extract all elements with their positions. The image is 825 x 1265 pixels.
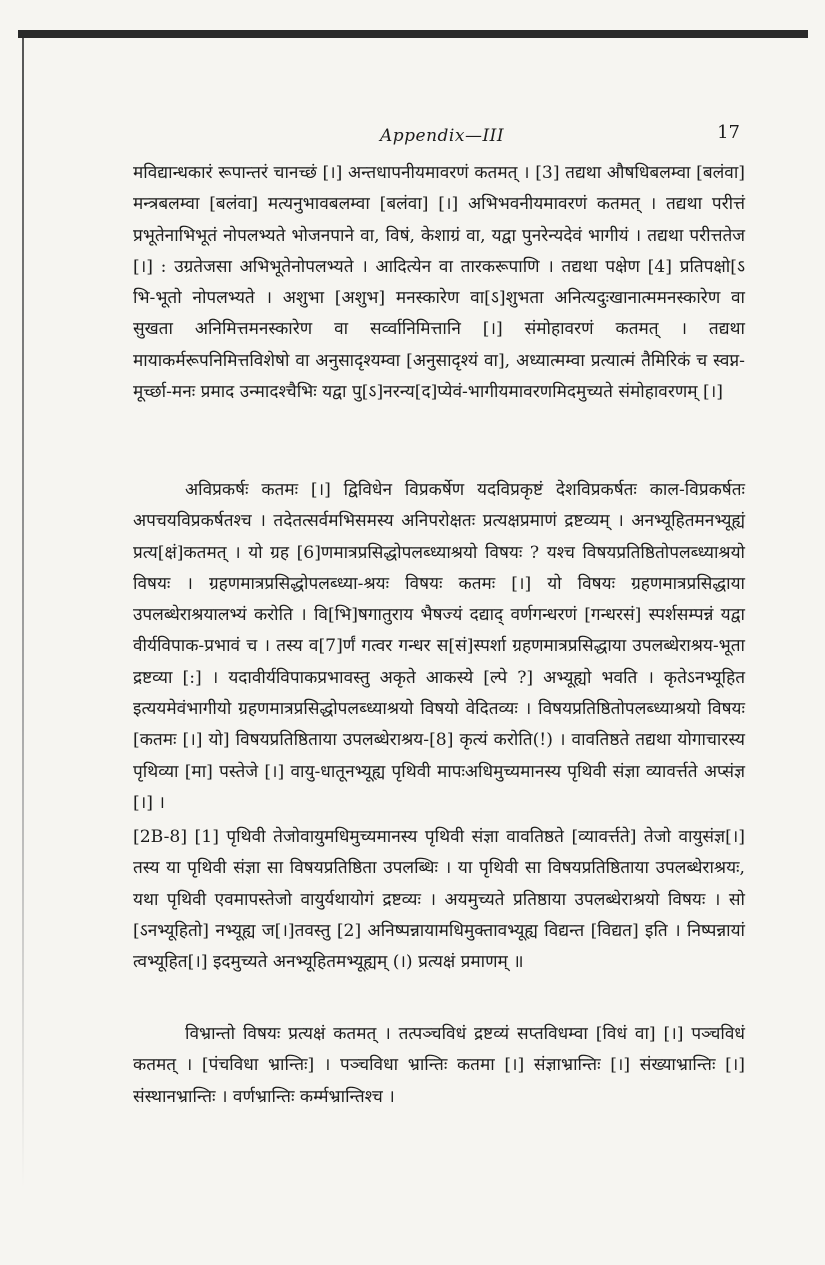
paragraph-2: [133, 475, 745, 819]
paragraph-text: अविप्रकर्षः कतमः [।] द्विविधेन विप्रकर्षेण यदविप्रकृष्टं देशविप्रकर्षतः काल-विप्रकर्षतः अपचयविप्रकर्षतश्च । तदेतत्सर्वमभिसमस्य अनिपरोक्षतः प्रत्यक्षप्रमाणं द्रष्टव्यम् । अनभ्यूहितमनभ्यूह्यं प्रत्य[क्षं]कतमत् । यो ग्रह [6]णमात्रप्रसिद्धोपलब्ध्याश्रयो विषयः ? यश्च विषयप्रतिष्ठितोपलब्ध्याश्रयो विषयः । ग्रहणमात्रप्रसिद्धोपलब्ध्या-श्रयः विषयः कतमः [।] यो विषयः ग्रहणमात्रप्रसिद्धाया उपलब्धेराश्रयालभ्यं करोति । वि[भि]षगातुराय भैषज्यं दद्याद् वर्णगन्धरणं [गन्धरसं] स्पर्शसम्पन्नं यद्वा वीर्यविपाक-प्रभावं च । तस्य व[7]र्णं गत्वर गन्धर स[सं]स्पर्शा ग्रहणमात्रप्रसिद्धाया उपलब्धेराश्रय-भूता द्रष्टव्या [:] । यदावीर्यविपाकप्रभावस्तु अकृते आकस्ये [ल्पे ?] अभ्यूह्यो भवति । कृतेऽनभ्यूहित इत्ययमेवंभागीयो ग्रहणमात्रप्रसिद्धोपलब्ध्याश्रयो विषयो वेदितव्यः । विषयप्रतिष्ठितोपलब्ध्याश्रयो विषयः [कतमः [।] यो] विषयप्रतिष्ठिताया उपलब्धेराश्रय-[8] कृत्यं करोति(!) । वावतिष्ठते तद्यथा योगाचारस्य पृथिव्या [मा] पस्तेजे [।] वायु-धातूनभ्यूह्य पृथिवी मापःअधिमुच्यमानस्य पृथिवी संज्ञा व्यावर्त्तते अप्संज्ञ [।] ।: [133, 480, 745, 813]
paragraph-4: [133, 1019, 745, 1113]
paragraph-text: मविद्यान्धकारं रूपान्तरं चानच्छं [।] अन्तधापनीयमावरणं कतमत् । [3] तद्यथा औषधिबलम्वा [बलंवा] मन्त्रबलम्वा [बलंवा] मत्यनुभावबलम्वा [बलंवा] [।] अभिभवनीयमावरणं कतमत् । तद्यथा परीत्तं प्रभूतेनाभिभूतं नोपलभ्यते भोजनपाने वा, विषं, केशाग्रं वा, यद्वा पुनरेन्यदेवं भागीयं । तद्यथा परीत्ततेज [।] : उग्रतेजसा अभिभूतेनोपलभ्यते । आदित्येन वा तारकरूपाणि । तद्यथा पक्षेण [4] प्रतिपक्षो[ऽ भि-भूतो नोपलभ्यते । अशुभा [अशुभ] मनस्कारेण वा[ऽ]शुभता अनित्यदुःखानात्ममनस्कारेण वा सुखता अनिमित्तमनस्कारेण वा सर्व्वानिमित्तानि [।] संमोहावरणं कतमत् । तद्यथा मायाकर्मरूपनिमित्तविशेषो वा अनुसादृश्यम्वा [अनुसादृश्यं वा], अध्यात्मम्वा प्रत्यात्मं तैमिरिकं च स्वप्न-मूर्च्छा-मनः प्रमाद उन्मादश्चैभिः यद्वा पु[ऽ]नरन्य[द]प्येवं-भागीयमावरणमिदमुच्यते संमोहावरणम् [।]: [133, 163, 745, 403]
paragraph-text: विभ्रान्तो विषयः प्रत्यक्षं कतमत् । तत्पञ्चविधं द्रष्टव्यं सप्तविधम्वा [विधं वा] [।] पञ्चविधं कतमत् । [पंचविधा भ्रान्तिः] । पञ्चविधा भ्रान्तिः कतमा [।] संज्ञाभ्रान्तिः [।] संख्याभ्रान्तिः [।] संस्थानभ्रान्तिः । वर्णभ्रान्तिः कर्म्मभ्रान्तिश्च ।: [133, 1024, 745, 1107]
top-edge-bar: [18, 30, 808, 38]
page-header: [380, 122, 740, 152]
running-head: Appendix—III: [380, 126, 505, 146]
paragraph-text: [2B-8] [1] पृथिवी तेजोवायुमधिमुच्यमानस्य पृथिवी संज्ञा वावतिष्ठते [व्यावर्त्तते] तेजो वायुसंज्ञ[।] तस्य या पृथिवी संज्ञा सा विषयप्रतिष्ठिता उपलब्धिः । या पृथिवी सा विषयप्रतिष्ठिताया उपलब्धेराश्रयः, यथा पृथिवी एवमापस्तेजो वायुर्यथायोगं द्रष्टव्यः । अयमुच्यते प्रतिष्ठाया उपलब्धेराश्रयो विषयः । सो [ऽनभ्यूहितो] नभ्यूह्य ज[।]तवस्तु [2] अनिष्पन्नायामधिमुक्तावभ्यूह्य विद्यन्त [विद्यत] इति । निष्पन्नायां त्वभ्यूहित[।] इदमुच्यते अनभ्यूहितमभ्यूह्यम् (।) प्रत्यक्षं प्रमाणम् ॥: [133, 827, 745, 973]
paragraph-1: [133, 158, 745, 408]
left-page-edge: [22, 38, 24, 1188]
page-number: 17: [717, 122, 740, 143]
paragraph-3: [133, 822, 745, 978]
